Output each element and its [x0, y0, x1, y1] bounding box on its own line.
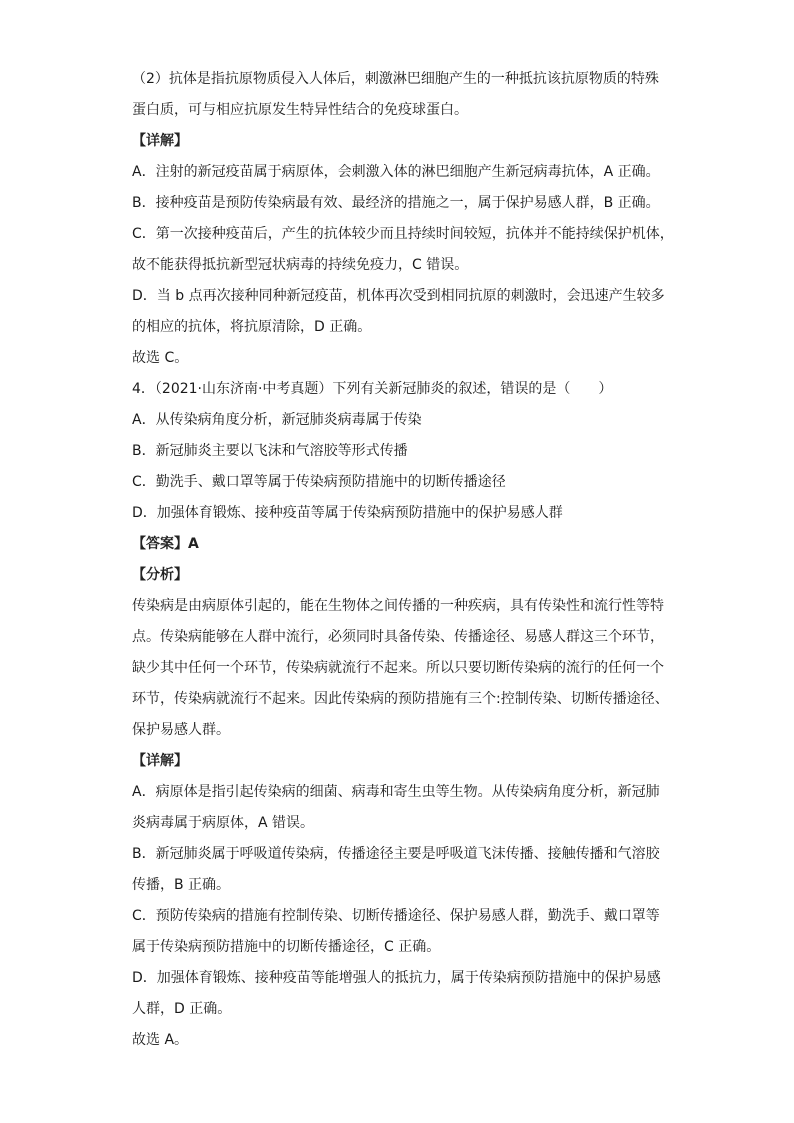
- text-line: A．注射的新冠疫苗属于病原体，会刺激入体的淋巴细胞产生新冠病毒抗体，A 正确。: [132, 164, 660, 180]
- answer-line: 【答案】A: [132, 536, 199, 552]
- document-body: [132, 64, 672, 1056]
- text-line: A．病原体是指引起传染病的细菌、病毒和寄生虫等生物。从传染病角度分析，新冠肺: [132, 784, 660, 800]
- text-line: 点。传染病能够在人群中流行，必须同时具备传染、传播途径、易感人群这三个环节，: [132, 629, 664, 645]
- text-line: （2）抗体是指抗原物质侵入人体后，刺激淋巴细胞产生的一种抵抗该抗原物质的特殊: [132, 71, 659, 87]
- text-line: 蛋白质，可与相应抗原发生特异性结合的免疫球蛋白。: [132, 102, 468, 118]
- section-heading-analysis: 【分析】: [132, 567, 188, 583]
- text-line: 故选 C。: [132, 350, 189, 366]
- section-heading-detail: 【详解】: [132, 133, 188, 149]
- text-line: 故选 A。: [132, 1032, 189, 1048]
- text-line: 保护易感人群。: [132, 722, 230, 738]
- text-line: B．接种疫苗是预防传染病最有效、最经济的措施之一，属于保护易感人群，B 正确。: [132, 195, 660, 211]
- text-line: 故不能获得抵抗新型冠状病毒的持续免疫力，C 错误。: [132, 257, 469, 273]
- text-line: D．当 b 点再次接种同种新冠疫苗，机体再次受到相同抗原的刺激时，会迅速产生较多: [132, 288, 665, 304]
- text-line: D．加强体育锻炼、接种疫苗等能增强人的抵抗力，属于传染病预防措施中的保护易感: [132, 970, 661, 986]
- text-line: 的相应的抗体，将抗原清除，D 正确。: [132, 319, 372, 335]
- option-b: B．新冠肺炎主要以飞沫和气溶胶等形式传播: [132, 443, 408, 459]
- text-line: C．预防传染病的措施有控制传染、切断传播途径、保护易感人群，勤洗手、戴口罩等: [132, 908, 660, 924]
- text-line: B．新冠肺炎属于呼吸道传染病，传播途径主要是呼吸道飞沫传播、接触传播和气溶胶: [132, 846, 660, 862]
- option-d: D．加强体育锻炼、接种疫苗等属于传染病预防措施中的保护易感人群: [132, 505, 563, 521]
- text-line: 环节，传染病就流行不起来。因此传染病的预防措施有三个:控制传染、切断传播途径、: [132, 691, 669, 707]
- text-line: 传播，B 正确。: [132, 877, 231, 893]
- section-heading-detail: 【详解】: [132, 753, 188, 769]
- text-line: 炎病毒属于病原体，A 错误。: [132, 815, 315, 831]
- option-c: C．勤洗手、戴口罩等属于传染病预防措施中的切断传播途径: [132, 474, 506, 490]
- question-stem: 4．（2021·山东济南·中考真题）下列有关新冠肺炎的叙述，错误的是（ ）: [132, 381, 613, 397]
- text-line: C．第一次接种疫苗后，产生的抗体较少而且持续时间较短，抗体并不能持续保护机体，: [132, 226, 674, 242]
- text-line: 传染病是由病原体引起的，能在生物体之间传播的一种疾病，具有传染性和流行性等特: [132, 598, 664, 614]
- text-line: 人群，D 正确。: [132, 1001, 232, 1017]
- text-line: 属于传染病预防措施中的切断传播途径，C 正确。: [132, 939, 441, 955]
- option-a: A．从传染病角度分析，新冠肺炎病毒属于传染: [132, 412, 422, 428]
- text-line: 缺少其中任何一个环节，传染病就流行不起来。所以只要切断传染病的流行的任何一个: [132, 660, 664, 676]
